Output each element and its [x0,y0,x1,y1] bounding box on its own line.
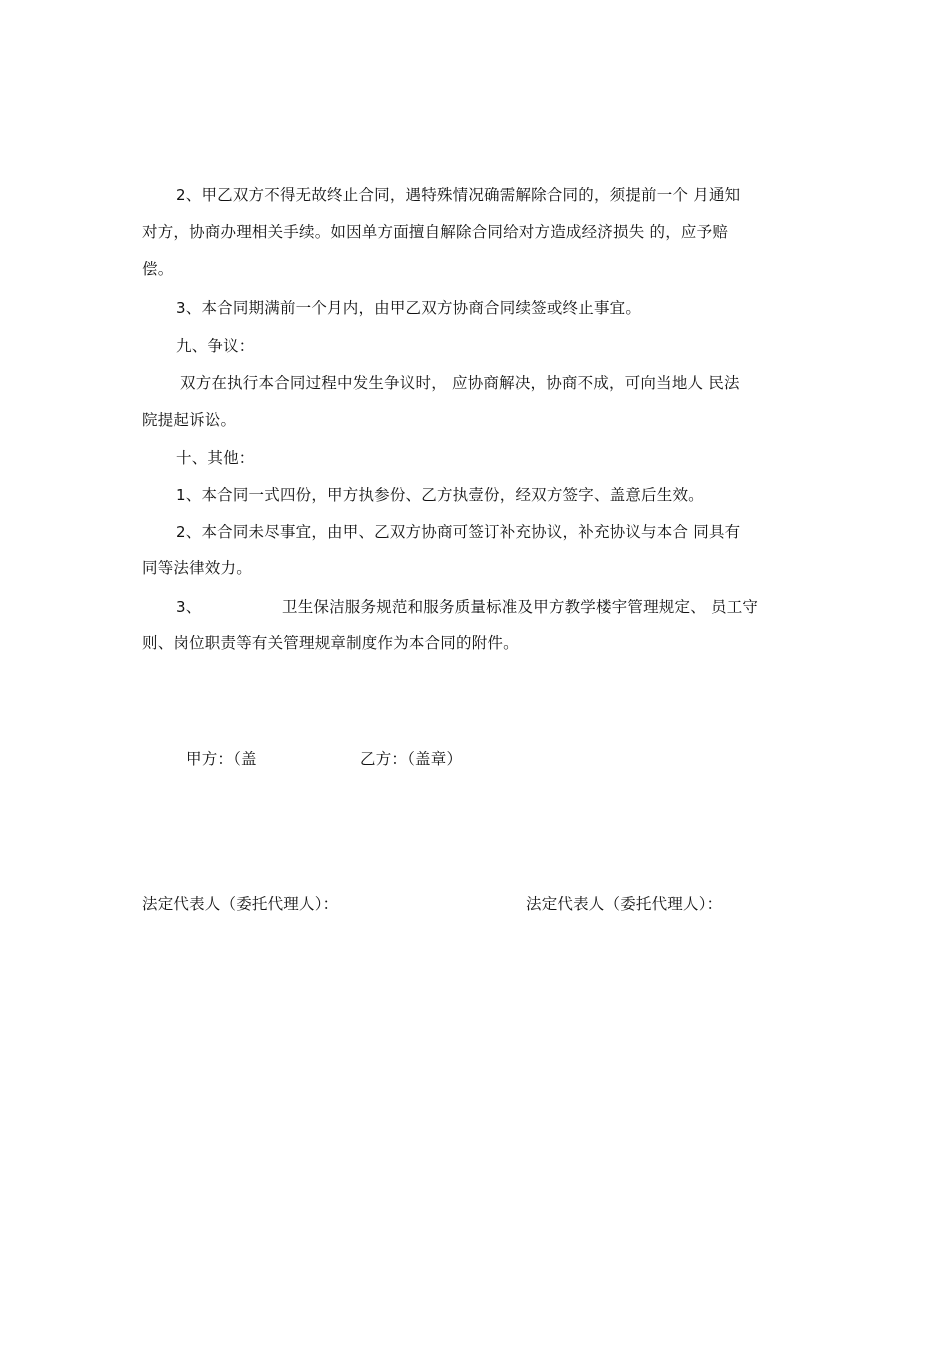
section-10-item-3-separator: 、 [185,598,202,616]
section-10-item-1-text: 、本合同一式四份，甲方执参份、乙方执壹份，经双方签字、盖意后生效。 [185,486,704,504]
clause-8-3-text: 、本合同期满前一个月内，由甲乙双方协商合同续签或终止事宜。 [185,299,642,317]
section-10-item-1 [176,485,704,505]
clause-8-2-number: 2 [176,186,186,204]
clause-8-3-line [176,298,641,318]
clause-8-2-line-3: 偿。 [142,260,174,278]
section-10-item-3-line-1: 卫生保洁服务规范和服务质量标准及甲方教学楼宇管理规定、 员工守 [282,598,759,616]
section-10-item-2-text-1: 、本合同未尽事宜，由甲、乙双方协商可签订补充协议，补充协议与本合 同具有 [185,523,741,541]
clause-8-2-line-2: 对方，协商办理相关手续。如因单方面擅自解除合同给对方造成经济损失 的，应予赔 [142,223,729,241]
section-9-heading: 九、争议： [176,337,255,355]
section-10-item-2-line-2: 同等法律效力。 [142,559,252,577]
section-10-item-2-number: 2 [176,523,186,541]
section-10-item-3-number: 3 [176,598,186,616]
section-10-heading: 十、其他： [176,449,255,467]
section-10-item-3-marker [176,597,201,617]
clause-8-2-line-1 [176,185,740,205]
party-b-representative-label: 法定代表人（委托代理人）： [526,895,723,913]
party-b-seal-label: 乙方：（盖章） [360,750,463,768]
party-a-representative-label: 法定代表人（委托代理人）： [142,895,339,913]
section-10-item-2-line-1 [176,522,740,542]
section-9-line-1: 双方在执行本合同过程中发生争议时， 应协商解决，协商不成，可向当地人 民法 [180,374,740,392]
section-10-item-1-number: 1 [176,486,186,504]
section-9-line-2: 院提起诉讼。 [142,411,237,429]
clause-8-3-number: 3 [176,299,186,317]
section-10-item-3-line-2: 则、岗位职责等有关管理规章制度作为本合同的附件。 [142,634,519,652]
clause-8-2-text-1: 、甲乙双方不得无故终止合同，遇特殊情况确需解除合同的，须提前一个 月通知 [185,186,741,204]
party-a-seal-label: 甲方：（盖 [186,750,257,768]
